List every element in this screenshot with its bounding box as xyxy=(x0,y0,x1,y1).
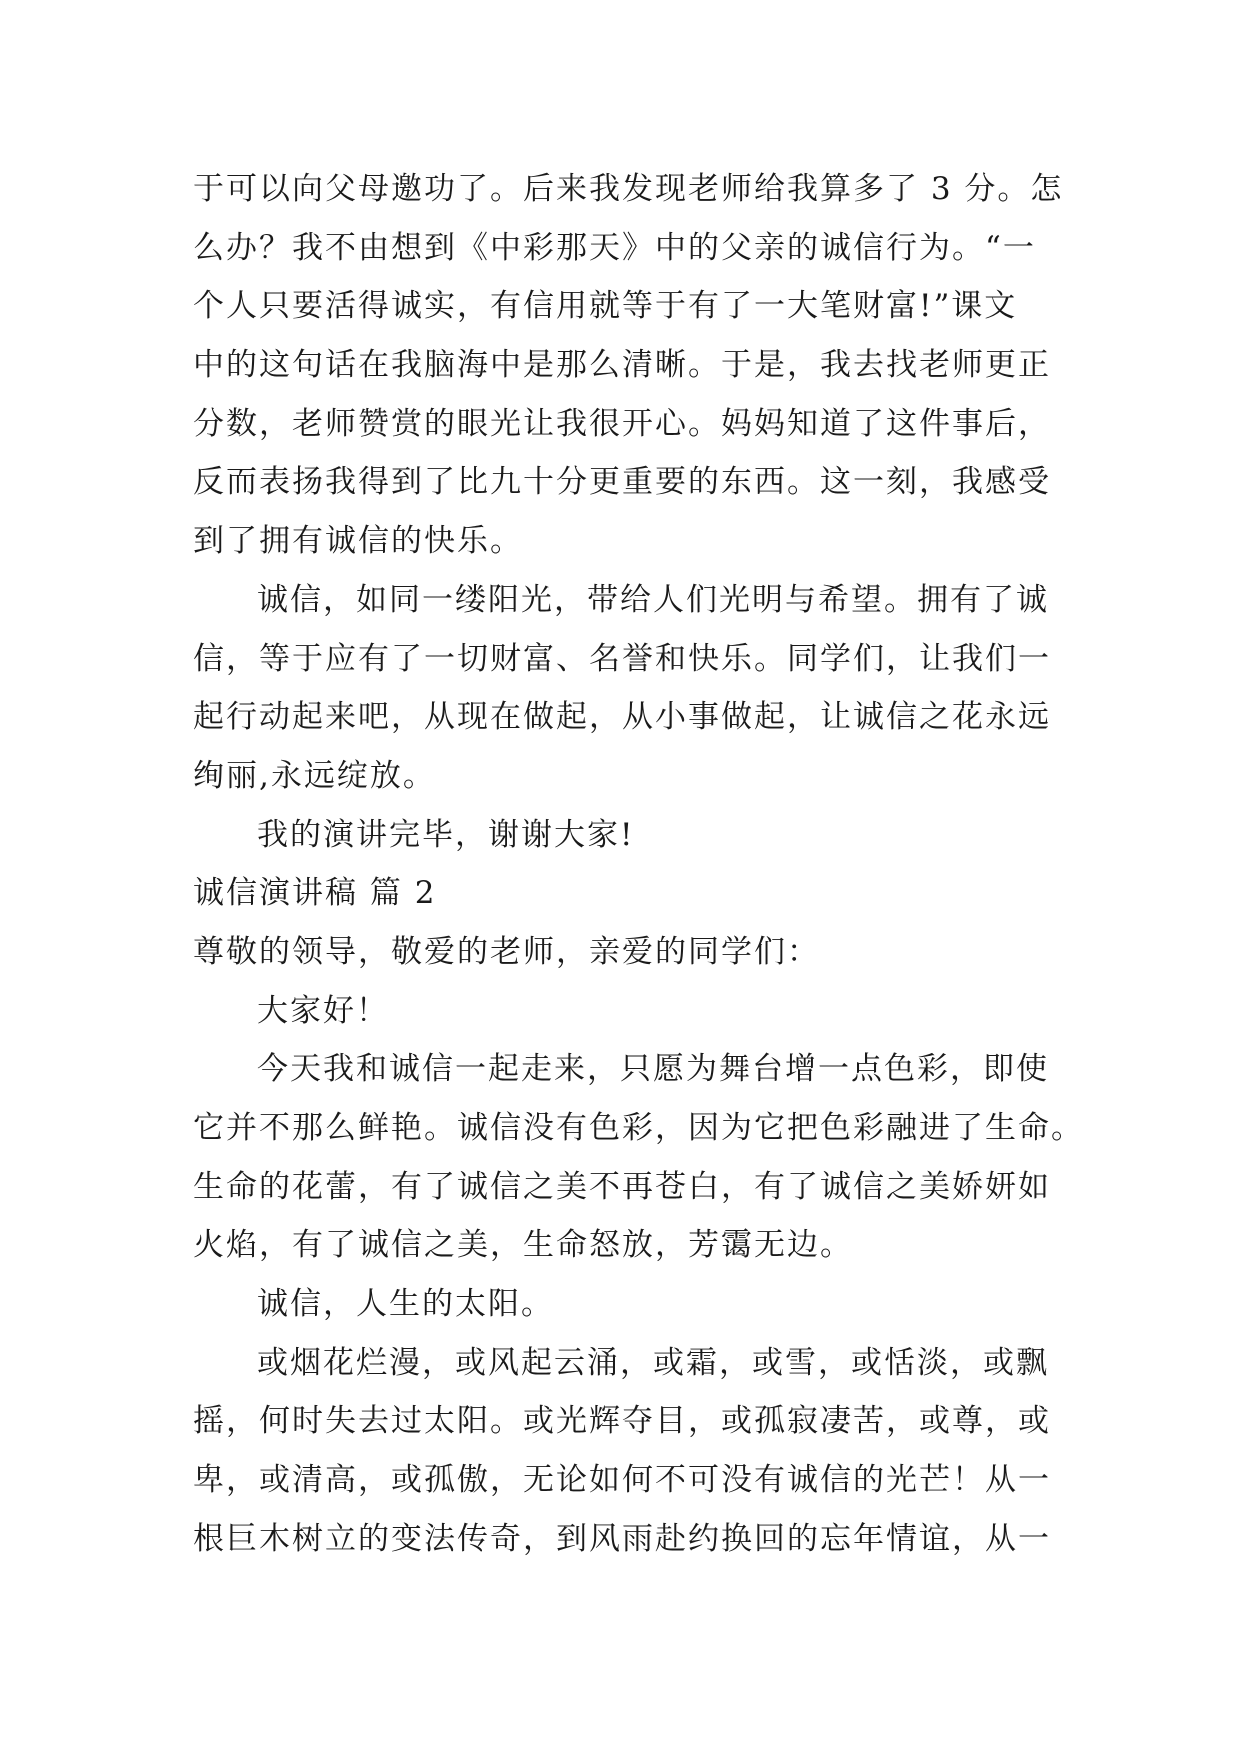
closing-line: 我的演讲完毕，谢谢大家! xyxy=(257,816,635,853)
text-line: 信，等于应有了一切财富、名誉和快乐。同学们，让我们一 xyxy=(193,640,1051,677)
text-line: 卑，或清高，或孤傲，无论如何不可没有诚信的光芒！从一 xyxy=(193,1462,1051,1499)
section-heading: 诚信演讲稿 篇 2 xyxy=(193,875,437,912)
salutation-line: 尊敬的领导，敬爱的老师，亲爱的同学们： xyxy=(193,933,820,970)
greeting-line: 大家好！ xyxy=(257,992,389,1029)
paragraph-start-line: 诚信，人生的太阳。 xyxy=(257,1286,554,1323)
text-line: 摇，何时失去过太阳。或光辉夺目，或孤寂凄苦，或尊，或 xyxy=(193,1403,1051,1440)
text-line: 起行动起来吧，从现在做起，从小事做起，让诚信之花永远 xyxy=(193,699,1051,736)
text-line: 中的这句话在我脑海中是那么清晰。于是，我去找老师更正 xyxy=(193,347,1051,384)
text-line: 分数，老师赞赏的眼光让我很开心。妈妈知道了这件事后， xyxy=(193,405,1051,442)
paragraph-start-line: 诚信，如同一缕阳光，带给人们光明与希望。拥有了诚 xyxy=(257,581,1049,618)
text-line: 绚丽,永远绽放。 xyxy=(193,757,436,794)
text-line: 生命的花蕾，有了诚信之美不再苍白，有了诚信之美娇妍如 xyxy=(193,1168,1051,1205)
text-line: 个人只要活得诚实，有信用就等于有了一大笔财富!”课文 xyxy=(193,288,1018,325)
text-line: 它并不那么鲜艳。诚信没有色彩，因为它把色彩融进了生命。 xyxy=(193,1110,1084,1146)
paragraph-start-line: 今天我和诚信一起走来，只愿为舞台增一点色彩，即使 xyxy=(257,1051,1049,1088)
text-line: 火焰，有了诚信之美，生命怒放，芳霭无边。 xyxy=(193,1227,853,1264)
text-line: 于可以向父母邀功了。后来我发现老师给我算多了 3 分。怎 xyxy=(193,171,1064,207)
document-body xyxy=(193,160,1084,1569)
text-line: 根巨木树立的变法传奇，到风雨赴约换回的忘年情谊，从一 xyxy=(193,1520,1051,1557)
paragraph-start-line: 或烟花烂漫，或风起云涌，或霜，或雪，或恬淡，或飘 xyxy=(257,1344,1049,1381)
text-line: 么办？我不由想到《中彩那天》中的父亲的诚信行为。“一 xyxy=(193,229,1036,266)
text-line: 到了拥有诚信的快乐。 xyxy=(193,523,523,560)
text-line: 反而表扬我得到了比九十分更重要的东西。这一刻，我感受 xyxy=(193,464,1051,501)
